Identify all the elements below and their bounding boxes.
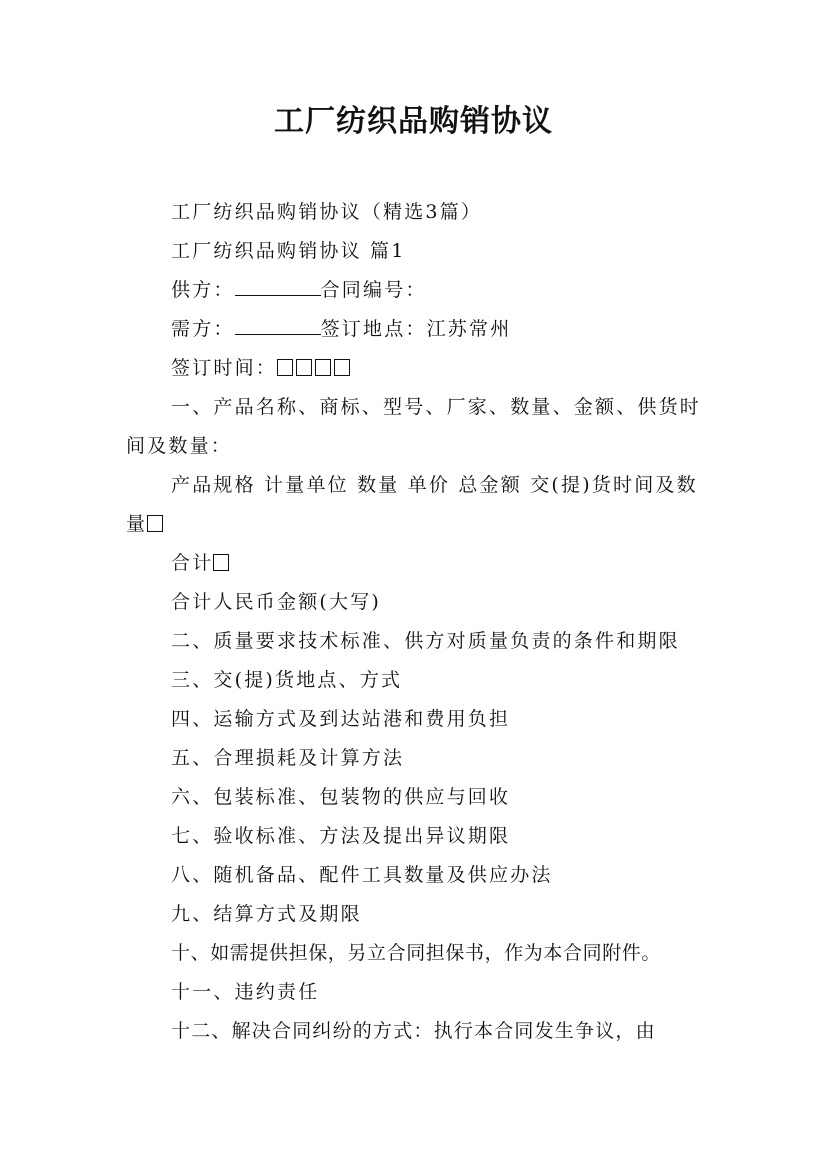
- item-10: 十、如需提供担保，另立合同担保书，作为本合同附件。: [171, 942, 662, 964]
- supplier-label: 供方：: [171, 279, 235, 301]
- item-3: 三、交(提)货地点、方式: [171, 669, 403, 691]
- item-7: 七、验收标准、方法及提出异议期限: [171, 825, 511, 847]
- placeholder-box: [147, 515, 163, 532]
- item-12: 十二、解决合同纠纷的方式：执行本合同发生争议，由: [171, 1020, 656, 1042]
- placeholder-box: [315, 359, 331, 376]
- document-body: [126, 193, 702, 1051]
- item-5: 五、合理损耗及计算方法: [171, 747, 405, 769]
- subtitle-line: 工厂纺织品购销协议（精选3篇）: [171, 201, 483, 223]
- item-4: 四、运输方式及到达站港和费用负担: [171, 708, 511, 730]
- placeholder-box: [213, 554, 229, 571]
- placeholder-box: [334, 359, 350, 376]
- placeholder-box: [277, 359, 293, 376]
- sign-time-line: [126, 349, 702, 388]
- supplier-blank: [235, 279, 321, 296]
- sign-time-label: 签订时间：: [171, 357, 278, 379]
- item-8: 八、随机备品、配件工具数量及供应办法: [171, 864, 553, 886]
- item-2: 二、质量要求技术标准、供方对质量负责的条件和期限: [171, 630, 680, 652]
- buyer-line: [126, 310, 702, 349]
- buyer-label: 需方：: [171, 318, 235, 340]
- item-6: 六、包装标准、包装物的供应与回收: [171, 786, 511, 808]
- placeholder-box: [296, 359, 312, 376]
- page-title: 工厂纺织品购销协议: [274, 104, 553, 139]
- total-line: [126, 544, 702, 583]
- item-9: 九、结算方式及期限: [171, 903, 362, 925]
- buyer-blank: [235, 318, 321, 335]
- part-heading: 工厂纺织品购销协议 篇1: [171, 240, 406, 262]
- sign-place-label: 签订地点：江苏常州: [320, 318, 512, 340]
- spec-row: [126, 466, 702, 544]
- total-rmb-line: 合计人民币金额(大写): [171, 591, 382, 613]
- item-11: 十一、违约责任: [171, 981, 320, 1003]
- contract-no-label: 合同编号：: [320, 279, 427, 301]
- item-1: 一、产品名称、商标、型号、厂家、数量、金额、供货时间及数量：: [126, 396, 702, 457]
- supplier-line: [126, 271, 702, 310]
- total-label: 合计: [171, 552, 214, 574]
- spec-row-text: 产品规格 计量单位 数量 单价 总金额 交(提)货时间及数量: [126, 474, 698, 535]
